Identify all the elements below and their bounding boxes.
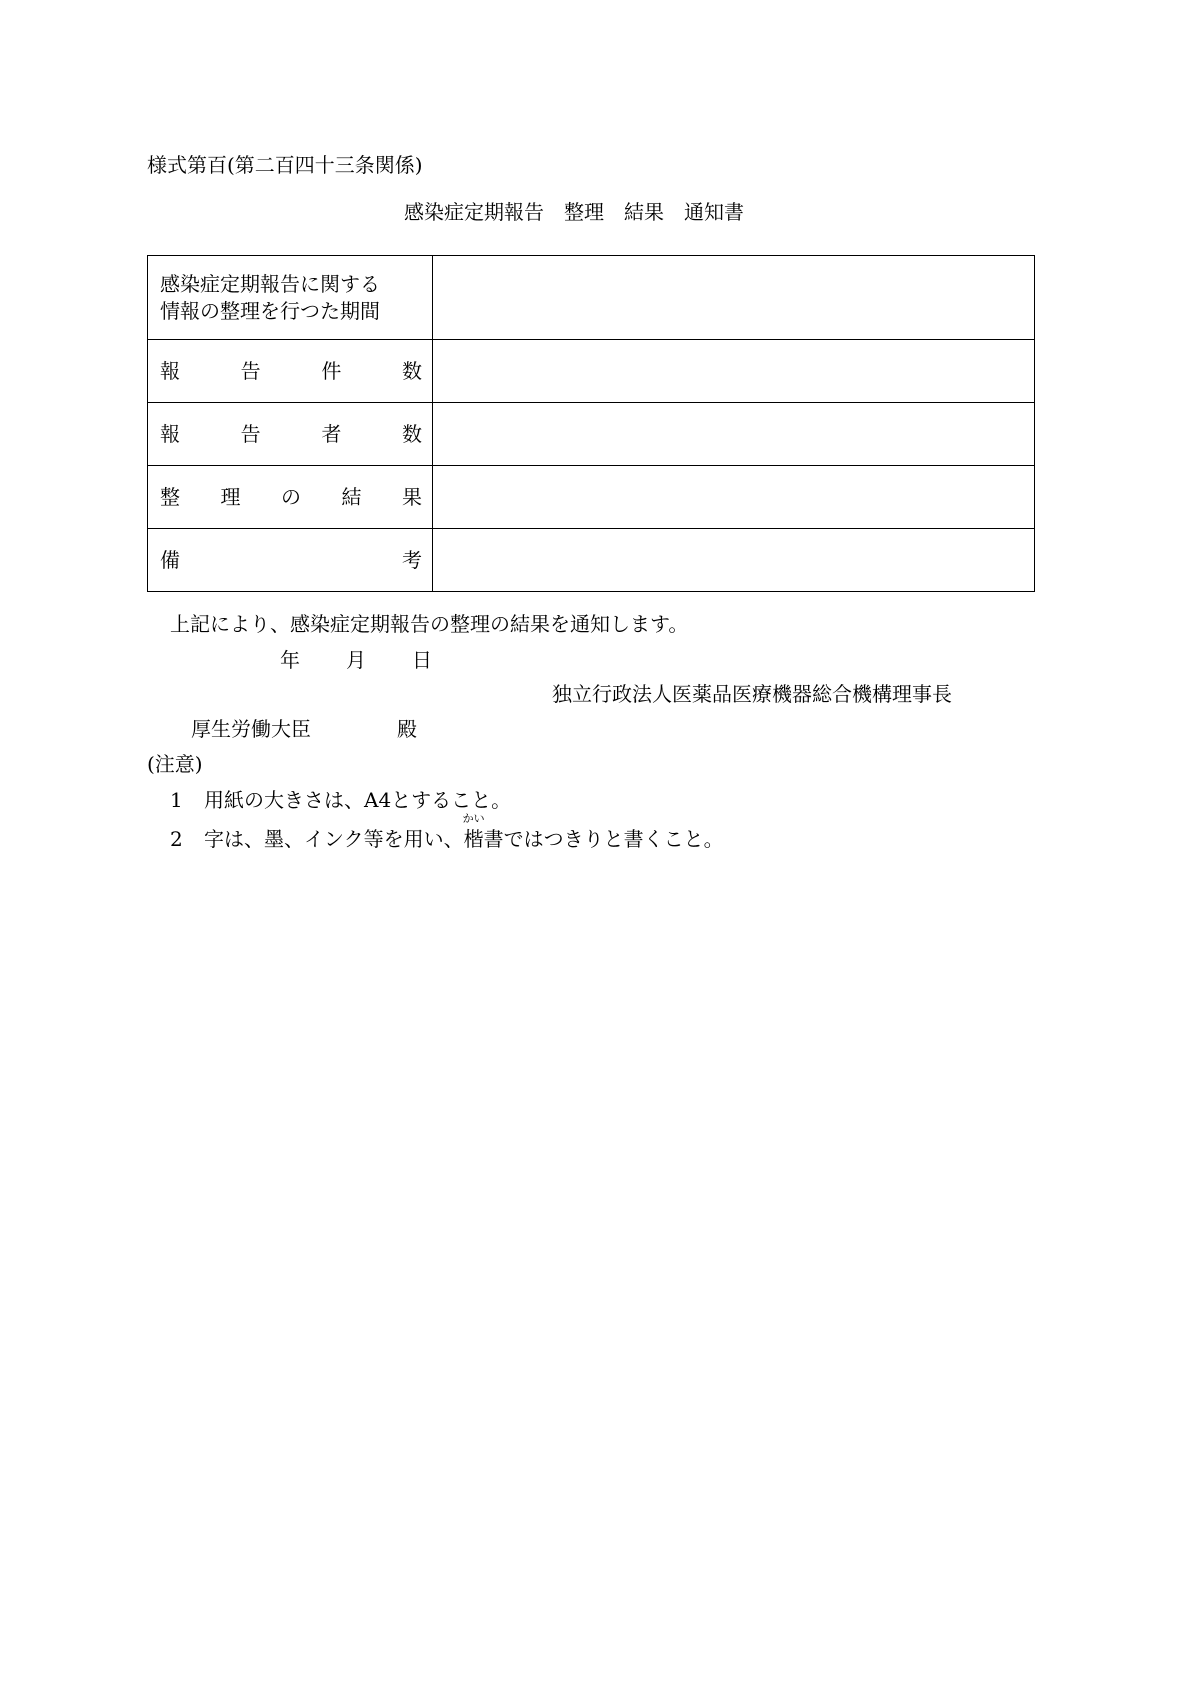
- ruby-reading: かい: [462, 812, 485, 825]
- date-year: 年: [280, 648, 300, 672]
- label-char: 結: [341, 484, 362, 509]
- label-period-line-2: 情報の整理を行つた期間: [160, 298, 380, 323]
- label-char: 果: [402, 484, 422, 509]
- label-char: 者: [321, 421, 342, 446]
- table-row-remarks: [148, 529, 1035, 592]
- table-row-result: [148, 466, 1035, 529]
- label-result: [148, 466, 433, 529]
- note-text-after: 書ではつきりと書くこと。: [483, 827, 724, 851]
- label-char: 数: [401, 358, 422, 383]
- note-number: 2: [170, 827, 183, 851]
- label-period: [148, 256, 433, 340]
- label-char: の: [281, 484, 301, 509]
- recipient-line: [191, 717, 417, 741]
- label-char: 告: [240, 421, 261, 446]
- label-remarks: [148, 529, 433, 592]
- ruby-base: 楷: [463, 827, 484, 851]
- recipient-name: 厚生労働大臣: [191, 717, 311, 741]
- document-title: 感染症定期報告 整理 結果 通知書: [404, 200, 744, 224]
- label-char: 報: [160, 421, 180, 446]
- recipient-honorific: 殿: [397, 717, 417, 741]
- report-table: [147, 255, 1035, 592]
- label-char: 備: [160, 547, 180, 572]
- note-text: 用紙の大きさは、A4とすること。: [204, 788, 512, 812]
- label-char: 報: [160, 358, 180, 383]
- note-item: [170, 788, 511, 812]
- date-month: 月: [346, 648, 366, 672]
- date-line: [280, 648, 432, 672]
- table-row-report-count: [148, 340, 1035, 403]
- note-text-before: 字は、墨、インク等を用い、: [204, 827, 464, 851]
- notes-heading: (注意): [147, 752, 203, 776]
- date-day: 日: [412, 648, 432, 672]
- label-char: 数: [401, 421, 422, 446]
- label-char: 整: [160, 484, 180, 509]
- label-report-count: [148, 340, 433, 403]
- ruby-kanji: [462, 812, 485, 851]
- label-char: 理: [220, 484, 241, 509]
- sender-name: 独立行政法人医薬品医療機器総合機構理事長: [552, 682, 952, 706]
- label-char: 考: [402, 547, 422, 572]
- note-number: 1: [170, 788, 183, 812]
- label-reporter-count: [148, 403, 433, 466]
- label-char: 告: [240, 358, 261, 383]
- value-result[interactable]: [433, 466, 1035, 529]
- label-period-line-1: 感染症定期報告に関する: [160, 271, 380, 296]
- table-row-period: [148, 256, 1035, 340]
- value-report-count[interactable]: [433, 340, 1035, 403]
- value-period[interactable]: [433, 256, 1035, 340]
- table-row-reporter-count: [148, 403, 1035, 466]
- note-item: [170, 812, 724, 851]
- form-number: 様式第百(第二百四十三条関係): [147, 153, 423, 177]
- value-reporter-count[interactable]: [433, 403, 1035, 466]
- label-char: 件: [321, 358, 342, 383]
- notice-text: 上記により、感染症定期報告の整理の結果を通知します。: [170, 612, 689, 636]
- value-remarks[interactable]: [433, 529, 1035, 592]
